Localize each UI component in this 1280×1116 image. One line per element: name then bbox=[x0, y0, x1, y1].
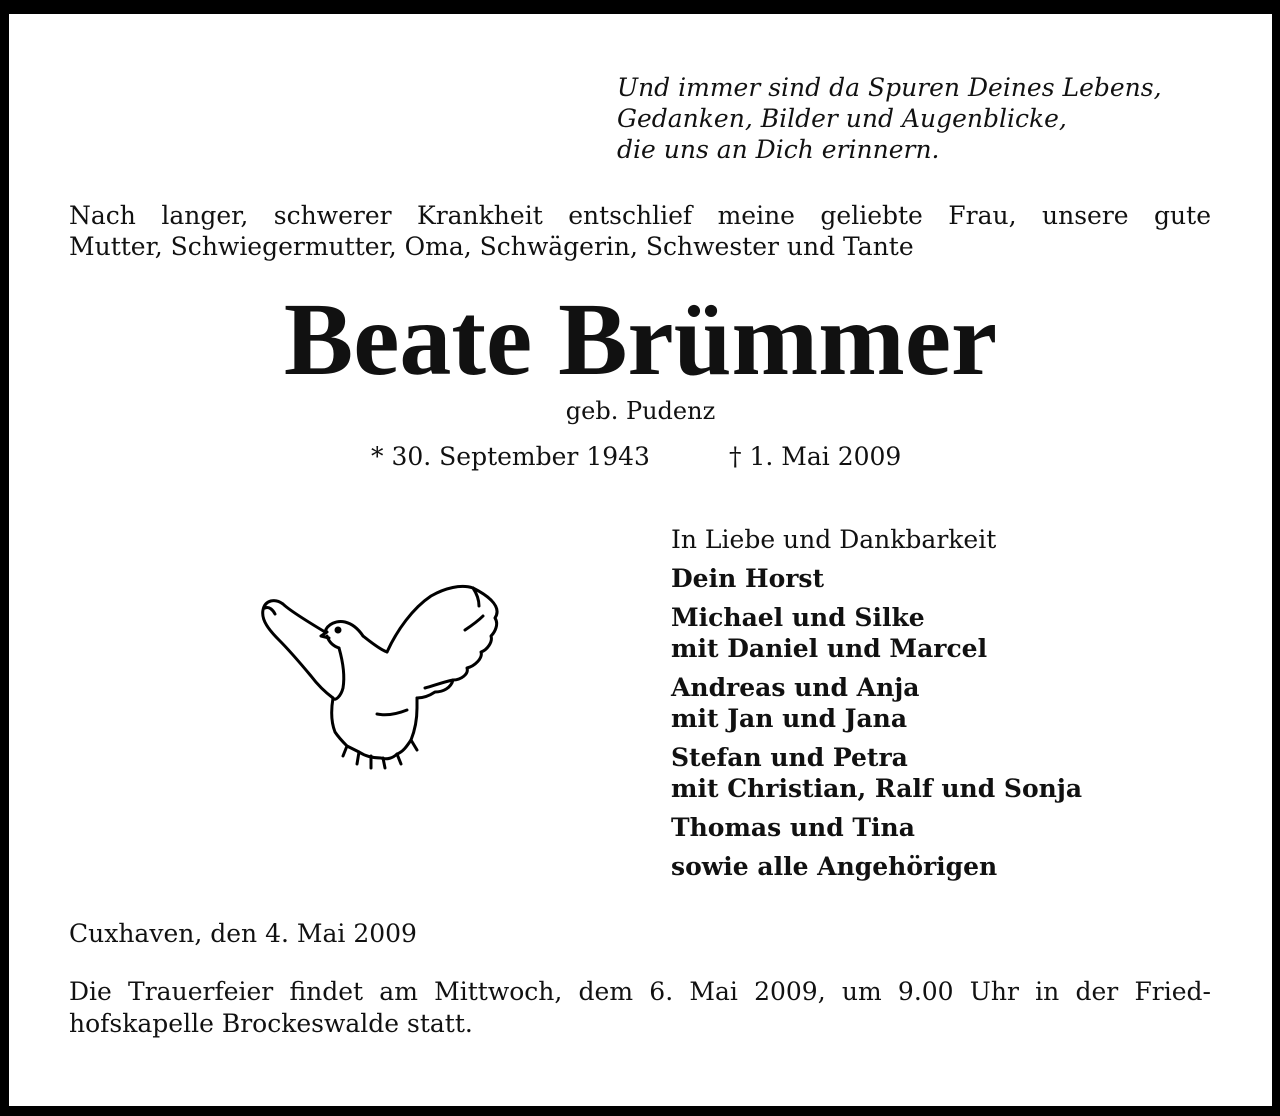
mourner-group bbox=[671, 672, 1082, 734]
verse-line: Und immer sind da Spuren Deines Lebens, bbox=[617, 73, 1162, 102]
birth-date: * 30. September 1943 bbox=[371, 442, 650, 471]
service-line: Die Trauerfeier findet am Mittwoch, dem 6. Mai 2009, um 9.00 Uhr in der Fried- bbox=[69, 977, 1211, 1006]
announcement-intro bbox=[69, 200, 1211, 262]
funeral-service-info bbox=[69, 976, 1211, 1040]
mourner-line: Thomas und Tina bbox=[671, 813, 915, 842]
birth-name: geb. Pudenz bbox=[565, 397, 716, 425]
mourner-group bbox=[671, 851, 1082, 882]
mourner-group bbox=[671, 742, 1082, 804]
death-date: † 1. Mai 2009 bbox=[729, 442, 902, 471]
mourner-line: mit Christian, Ralf und Sonja bbox=[671, 774, 1083, 803]
mourner-line: sowie alle Angehörigen bbox=[671, 852, 998, 881]
mourner-line: Stefan und Petra bbox=[671, 743, 908, 772]
verse-quote bbox=[617, 72, 1257, 165]
mourner-line: Andreas und Anja bbox=[671, 673, 920, 702]
intro-line: Mutter, Schwiegermutter, Oma, Schwägerin, Schwester und Tante bbox=[69, 232, 914, 261]
service-line: hofskapelle Brockeswalde statt. bbox=[69, 1009, 473, 1038]
mourner-group bbox=[671, 563, 1082, 594]
mourner-line: Michael und Silke bbox=[671, 603, 925, 632]
mourner-line: mit Daniel und Marcel bbox=[671, 634, 988, 663]
mourner-group bbox=[671, 812, 1082, 843]
dove-icon bbox=[247, 570, 509, 776]
mourner-line: Dein Horst bbox=[671, 564, 825, 593]
mourners-lead: In Liebe und Dankbarkeit bbox=[671, 525, 997, 554]
mourner-line: mit Jan und Jana bbox=[671, 704, 908, 733]
mourner-group bbox=[671, 602, 1082, 664]
place-and-date: Cuxhaven, den 4. Mai 2009 bbox=[69, 919, 417, 948]
intro-line: Nach langer, schwerer Krankheit entschlief meine geliebte Frau, unsere gute bbox=[69, 201, 1211, 230]
mourners-list bbox=[671, 524, 1082, 882]
deceased-name: Beate Brümmer bbox=[283, 282, 998, 397]
verse-line: Gedanken, Bilder und Augenblicke, bbox=[617, 104, 1067, 133]
verse-line: die uns an Dich erinnern. bbox=[617, 135, 940, 164]
